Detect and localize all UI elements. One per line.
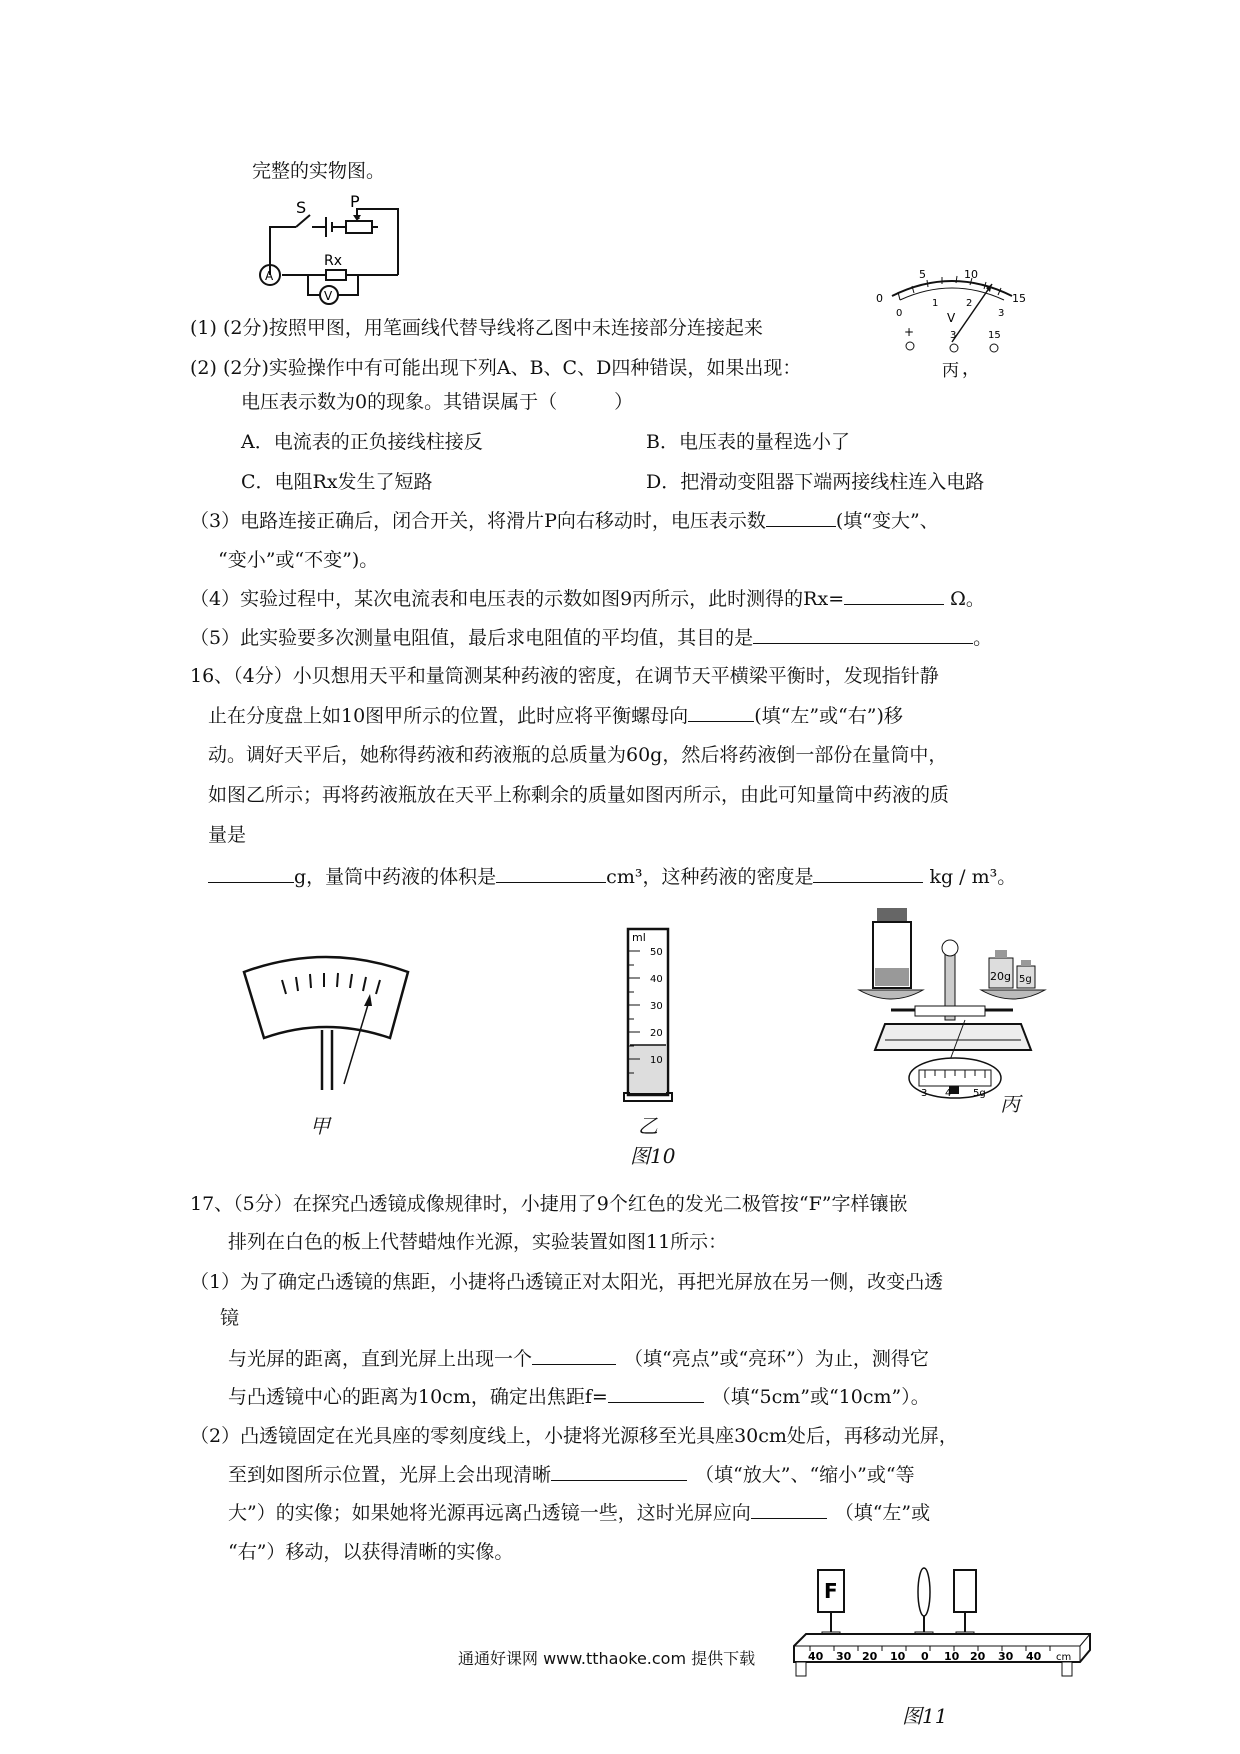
slider-label: P <box>350 195 360 211</box>
circuit-diagram <box>258 195 408 310</box>
ruler-unit: cm <box>1056 1652 1072 1663</box>
q17-line6-text: 与凸透镜中心的距离为10cm，确定出焦距f= <box>228 1386 608 1408</box>
q15-option-b: B．电压表的量程选小了 <box>646 431 850 453</box>
q15-part3-blank <box>766 508 836 527</box>
ruler-tick: 20 <box>862 1650 878 1663</box>
q17-blank-spot <box>532 1346 616 1365</box>
q15-part1: (1) (2分)按照甲图，用笔画线代替导线将乙图中未连接部分连接起来 <box>190 317 763 339</box>
q15-option-a: A．电流表的正负接线柱接反 <box>241 431 483 453</box>
meter-caption: 丙 <box>942 361 959 380</box>
q15-part5-end: 。 <box>973 627 993 649</box>
meter-top-0: 0 <box>876 292 883 305</box>
q16-line5: 量是 <box>208 824 247 846</box>
q17-line5 <box>228 1346 929 1371</box>
q17-line8 <box>228 1462 915 1487</box>
ruler-tick: 0 <box>921 1650 929 1663</box>
rider-tick: 3 <box>921 1088 928 1099</box>
ammeter-label: A <box>265 269 274 283</box>
intro-text: 完整的实物图。 <box>252 160 386 182</box>
meter-top-15: 15 <box>1012 292 1026 305</box>
q16-line4: 如图乙所示；再将药液瓶放在天平上称剩余的质量如图丙所示，由此可知量筒中药液的质 <box>208 784 950 806</box>
meter-unit: V <box>947 311 956 325</box>
footer-text: 通通好课网 www.tthaoke.com 提供下载 <box>458 1649 756 1668</box>
weight-5g: 5g <box>1019 974 1032 985</box>
ruler-tick: 30 <box>998 1650 1014 1663</box>
q16-line3: 动。调好天平后，她称得药液和药液瓶的总质量为60g，然后将药液倒一部份在量筒中， <box>208 744 948 766</box>
balance-figure <box>855 900 1055 1112</box>
q17-line7: （2）凸透镜固定在光具座的零刻度线上，小捷将光源移至光具座30cm处后，再移动光屏， <box>190 1425 958 1447</box>
optical-bench-figure <box>790 1566 1100 1696</box>
q15-part5-blank <box>753 625 973 644</box>
q17-line4: 镜 <box>220 1307 240 1329</box>
meter-bottom-2: 2 <box>966 298 973 309</box>
q15-part2-text: (2) (2分)实验操作中有可能出现下列A、B、C、D四种错误，如果出现： <box>190 357 792 379</box>
q16-line2-tail: (填“左”或“右”)移 <box>754 705 903 727</box>
light-source-letter: F <box>824 1579 838 1603</box>
cylinder-tick: 20 <box>650 1028 663 1039</box>
ruler-tick: 40 <box>808 1650 824 1663</box>
weight-20g: 20g <box>990 970 1011 983</box>
cylinder-unit: ml <box>632 931 646 944</box>
rider-tick: 4 <box>945 1088 952 1099</box>
meter-terminal-3: 3 <box>950 330 957 341</box>
q15-option-d: D．把滑动变阻器下端两接线柱连入电路 <box>646 471 985 493</box>
meter-plus: + <box>904 325 915 339</box>
ruler-tick: 10 <box>944 1650 960 1663</box>
q15-part2-tail: ， <box>961 357 981 379</box>
fig11-caption: 图11 <box>902 1704 948 1728</box>
q16-line6-text2: cm³，这种药液的密度是 <box>606 866 814 888</box>
q17-line8-text: 至到如图所示位置，光屏上会出现清晰 <box>228 1464 552 1486</box>
q15-part5-text: （5）此实验要多次测量电阻值，最后求电阻值的平均值，其目的是 <box>190 627 754 649</box>
meter-terminal-15: 15 <box>988 330 1001 341</box>
q16-line6-text1: g，量筒中药液的体积是 <box>294 866 497 888</box>
q16-line2-text: 止在分度盘上如10图甲所示的位置，此时应将平衡螺母向 <box>208 705 689 727</box>
q16-line2 <box>208 703 903 728</box>
ruler-tick: 20 <box>970 1650 986 1663</box>
q16-blank-direction <box>688 703 754 722</box>
q15-part5 <box>190 625 992 650</box>
fig10-bing-label: 丙 <box>1000 1092 1020 1116</box>
fig10-caption: 图10 <box>630 1144 676 1168</box>
meter-bottom-3: 3 <box>998 308 1005 319</box>
fig10-jia-label: 甲 <box>310 1114 330 1138</box>
q17-blank-focal <box>608 1384 704 1403</box>
meter-top-5: 5 <box>919 268 926 281</box>
q17-blank-move <box>751 1500 827 1519</box>
q16-line6-text3: kg / m³。 <box>929 866 1017 888</box>
cylinder-tick: 50 <box>650 947 663 958</box>
q17-line8-tail: （填“放大”、“缩小”或“等 <box>695 1464 915 1486</box>
q17-line6 <box>228 1384 930 1409</box>
q16-blank-density <box>813 864 923 883</box>
q15-part3-line2: “变小”或“不变”)。 <box>218 549 379 571</box>
q15-part4-blank <box>844 586 944 605</box>
q17-line5-text: 与光屏的距离，直到光屏上出现一个 <box>228 1348 533 1370</box>
q15-part4-text: （4）实验过程中，某次电流表和电压表的示数如图9丙所示，此时测得的Rx= <box>190 588 845 610</box>
switch-label: S <box>296 198 307 217</box>
ruler-tick: 30 <box>836 1650 852 1663</box>
resistor-label: Rx <box>324 253 343 269</box>
meter-bottom-1: 1 <box>932 298 939 309</box>
graduated-cylinder <box>620 925 680 1105</box>
q17-line9-text: 大”）的实像；如果她将光源再远离凸透镜一些，这时光屏应向 <box>228 1502 751 1524</box>
q17-line6-tail: （填“5cm”或“10cm”）。 <box>711 1386 930 1408</box>
voltmeter-label: V <box>324 289 333 303</box>
meter-top-10: 10 <box>964 268 978 281</box>
q17-line3: （1）为了确定凸透镜的焦距，小捷将凸透镜正对太阳光，再把光屏放在另一侧，改变凸透 <box>190 1271 944 1293</box>
cylinder-tick: 10 <box>650 1055 663 1066</box>
q15-part3-text: （3）电路连接正确后，闭合开关，将滑片P向右移动时，电压表示数 <box>190 510 766 532</box>
cylinder-tick: 40 <box>650 974 663 985</box>
ruler-tick: 40 <box>1026 1650 1042 1663</box>
q15-option-c: C．电阻Rx发生了短路 <box>241 471 433 493</box>
q15-part4 <box>190 586 985 611</box>
q17-blank-image <box>551 1462 687 1481</box>
rider-tick: 5g <box>973 1088 986 1099</box>
q16-line1: 16、（4分）小贝想用天平和量筒测某种药液的密度，在调节天平横梁平衡时，发现指针静 <box>190 665 939 687</box>
cylinder-tick: 30 <box>650 1001 663 1012</box>
fig10-yi-label: 乙 <box>638 1114 658 1138</box>
q15-part2 <box>190 356 981 380</box>
q17-line10: “右”）移动，以获得清晰的实像。 <box>228 1541 514 1563</box>
q16-blank-volume <box>496 864 606 883</box>
q15-part4-unit: Ω。 <box>950 588 985 610</box>
ruler-tick: 10 <box>890 1650 906 1663</box>
meter-bottom-0: 0 <box>896 308 903 319</box>
balance-dial-figure <box>240 950 420 1090</box>
q16-blank-mass <box>208 864 294 883</box>
q17-line1: 17、（5分）在探究凸透镜成像规律时，小捷用了9个红色的发光二极管按“F”字样镶嵌 <box>190 1193 908 1215</box>
q15-part3 <box>190 508 939 533</box>
q17-line5-tail: （填“亮点”或“亮环”）为止，测得它 <box>624 1348 929 1370</box>
q15-part3-tail: (填“变大”、 <box>835 510 939 532</box>
q15-part2-line2: 电压表示数为0的现象。其错误属于（ ） <box>241 391 634 413</box>
q17-line9-tail: （填“左”或 <box>834 1502 931 1524</box>
q16-line6 <box>208 864 1016 889</box>
q17-line2: 排列在白色的板上代替蜡烛作光源，实验装置如图11所示： <box>228 1231 728 1253</box>
q17-line9 <box>228 1500 930 1525</box>
